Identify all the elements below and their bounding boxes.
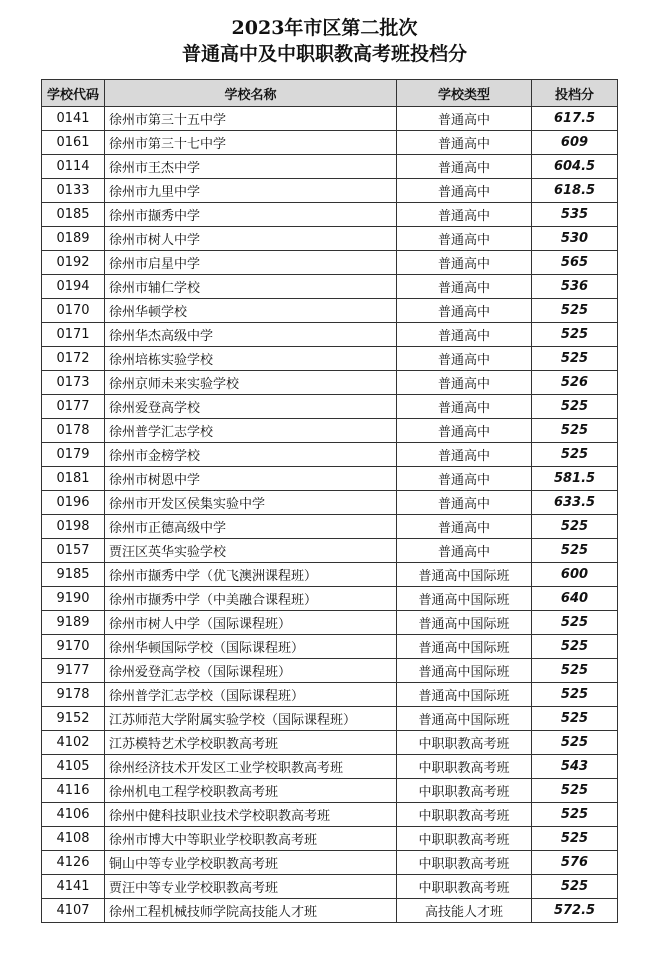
school-type-cell: 中职职教高考班: [397, 755, 532, 779]
table-row: [42, 803, 618, 827]
table-row: [42, 419, 618, 443]
table-header-row: [42, 80, 618, 107]
school-name-cell: 徐州华杰高级中学: [105, 323, 397, 347]
school-type-cell: 普通高中国际班: [397, 611, 532, 635]
table-row: [42, 227, 618, 251]
school-code-cell: 0179: [42, 443, 105, 467]
school-code-cell: 0189: [42, 227, 105, 251]
school-name-cell: 徐州京师未来实验学校: [105, 371, 397, 395]
school-code-cell: 4116: [42, 779, 105, 803]
school-code-cell: 0178: [42, 419, 105, 443]
score-cell: 565: [532, 251, 618, 275]
school-code-cell: 0171: [42, 323, 105, 347]
school-name-cell: 徐州市博大中等职业学校职教高考班: [105, 827, 397, 851]
score-cell: 525: [532, 299, 618, 323]
score-cell: 535: [532, 203, 618, 227]
score-cell: 525: [532, 611, 618, 635]
school-name-cell: 徐州市撷秀中学（中美融合课程班）: [105, 587, 397, 611]
admission-score-table: [41, 79, 618, 923]
school-code-cell: 4105: [42, 755, 105, 779]
score-cell: 525: [532, 539, 618, 563]
school-name-cell: 徐州市第三十五中学: [105, 107, 397, 131]
school-name-cell: 徐州市撷秀中学: [105, 203, 397, 227]
score-cell: 609: [532, 131, 618, 155]
school-name-cell: 徐州机电工程学校职教高考班: [105, 779, 397, 803]
school-code-cell: 0157: [42, 539, 105, 563]
table-row: [42, 347, 618, 371]
school-type-cell: 普通高中国际班: [397, 707, 532, 731]
score-cell: 525: [532, 683, 618, 707]
table-row: [42, 587, 618, 611]
school-type-cell: 普通高中: [397, 251, 532, 275]
school-name-cell: 江苏模特艺术学校职教高考班: [105, 731, 397, 755]
score-cell: 600: [532, 563, 618, 587]
school-name-cell: 徐州工程机械技师学院高技能人才班: [105, 899, 397, 923]
school-code-cell: 0172: [42, 347, 105, 371]
table-row: [42, 731, 618, 755]
school-name-cell: 贾汪区英华实验学校: [105, 539, 397, 563]
score-cell: 633.5: [532, 491, 618, 515]
school-code-cell: 4102: [42, 731, 105, 755]
school-name-cell: 徐州培栋实验学校: [105, 347, 397, 371]
table-row: [42, 515, 618, 539]
school-name-cell: 铜山中等专业学校职教高考班: [105, 851, 397, 875]
table-body: [42, 107, 618, 923]
score-cell: 525: [532, 779, 618, 803]
table-row: [42, 443, 618, 467]
score-cell: 617.5: [532, 107, 618, 131]
school-code-cell: 0192: [42, 251, 105, 275]
table-row: [42, 155, 618, 179]
table-row: [42, 707, 618, 731]
school-type-cell: 普通高中: [397, 371, 532, 395]
school-type-cell: 普通高中: [397, 491, 532, 515]
school-name-cell: 徐州普学汇志学校（国际课程班）: [105, 683, 397, 707]
school-name-cell: 徐州市启星中学: [105, 251, 397, 275]
table-row: [42, 755, 618, 779]
table-row: [42, 659, 618, 683]
school-name-cell: 徐州市开发区侯集实验中学: [105, 491, 397, 515]
school-code-cell: 4141: [42, 875, 105, 899]
table-row: [42, 635, 618, 659]
score-cell: 525: [532, 419, 618, 443]
school-code-cell: 9152: [42, 707, 105, 731]
school-type-cell: 普通高中: [397, 347, 532, 371]
school-code-cell: 0114: [42, 155, 105, 179]
school-type-cell: 高技能人才班: [397, 899, 532, 923]
school-name-cell: 徐州市王杰中学: [105, 155, 397, 179]
school-code-cell: 0161: [42, 131, 105, 155]
school-name-cell: 徐州市辅仁学校: [105, 275, 397, 299]
table-row: [42, 611, 618, 635]
school-type-cell: 普通高中: [397, 539, 532, 563]
school-name-cell: 徐州普学汇志学校: [105, 419, 397, 443]
document-title-line2: 普通高中及中职职教高考班投档分: [181, 43, 467, 65]
table-row: [42, 563, 618, 587]
school-type-cell: 普通高中: [397, 395, 532, 419]
school-code-cell: 0133: [42, 179, 105, 203]
table-row: [42, 875, 618, 899]
table-row: [42, 491, 618, 515]
school-type-cell: 普通高中: [397, 443, 532, 467]
school-type-cell: 普通高中: [397, 107, 532, 131]
school-code-cell: 0181: [42, 467, 105, 491]
table-row: [42, 323, 618, 347]
document-title-line1: 2023年市区第二批次: [231, 17, 418, 39]
score-cell: 530: [532, 227, 618, 251]
school-code-cell: 9189: [42, 611, 105, 635]
school-type-cell: 普通高中: [397, 299, 532, 323]
school-name-cell: 徐州市正德高级中学: [105, 515, 397, 539]
school-code-cell: 9185: [42, 563, 105, 587]
score-cell: 572.5: [532, 899, 618, 923]
score-cell: 576: [532, 851, 618, 875]
school-name-cell: 徐州市撷秀中学（优飞澳洲课程班）: [105, 563, 397, 587]
score-cell: 525: [532, 347, 618, 371]
header-score: 投档分: [532, 80, 618, 107]
school-code-cell: 9177: [42, 659, 105, 683]
score-cell: 525: [532, 323, 618, 347]
table-row: [42, 131, 618, 155]
school-code-cell: 4107: [42, 899, 105, 923]
school-code-cell: 9190: [42, 587, 105, 611]
school-type-cell: 普通高中: [397, 203, 532, 227]
score-cell: 525: [532, 515, 618, 539]
table-row: [42, 899, 618, 923]
score-cell: 536: [532, 275, 618, 299]
school-name-cell: 徐州市树恩中学: [105, 467, 397, 491]
school-code-cell: 0185: [42, 203, 105, 227]
school-name-cell: 贾汪中等专业学校职教高考班: [105, 875, 397, 899]
school-type-cell: 中职职教高考班: [397, 851, 532, 875]
school-type-cell: 中职职教高考班: [397, 875, 532, 899]
school-type-cell: 中职职教高考班: [397, 731, 532, 755]
school-type-cell: 普通高中: [397, 155, 532, 179]
school-code-cell: 0141: [42, 107, 105, 131]
school-name-cell: 徐州市九里中学: [105, 179, 397, 203]
table-row: [42, 539, 618, 563]
table-row: [42, 107, 618, 131]
school-type-cell: 普通高中: [397, 323, 532, 347]
score-cell: 525: [532, 395, 618, 419]
school-name-cell: 徐州经济技术开发区工业学校职教高考班: [105, 755, 397, 779]
school-type-cell: 普通高中国际班: [397, 635, 532, 659]
school-code-cell: 9170: [42, 635, 105, 659]
school-type-cell: 普通高中国际班: [397, 587, 532, 611]
table-row: [42, 203, 618, 227]
table-row: [42, 179, 618, 203]
score-cell: 525: [532, 443, 618, 467]
school-name-cell: 徐州爱登高学校: [105, 395, 397, 419]
table-row: [42, 371, 618, 395]
table-row: [42, 395, 618, 419]
score-cell: 581.5: [532, 467, 618, 491]
table-row: [42, 779, 618, 803]
school-type-cell: 普通高中: [397, 467, 532, 491]
school-name-cell: 徐州市第三十七中学: [105, 131, 397, 155]
school-name-cell: 徐州爱登高学校（国际课程班）: [105, 659, 397, 683]
school-type-cell: 普通高中: [397, 275, 532, 299]
school-type-cell: 中职职教高考班: [397, 779, 532, 803]
score-cell: 525: [532, 803, 618, 827]
school-type-cell: 普通高中: [397, 179, 532, 203]
school-code-cell: 9178: [42, 683, 105, 707]
school-type-cell: 中职职教高考班: [397, 803, 532, 827]
school-name-cell: 徐州华顿国际学校（国际课程班）: [105, 635, 397, 659]
score-cell: 525: [532, 875, 618, 899]
school-type-cell: 普通高中: [397, 419, 532, 443]
school-type-cell: 普通高中国际班: [397, 659, 532, 683]
table-row: [42, 251, 618, 275]
header-school-name: 学校名称: [105, 80, 397, 107]
school-type-cell: 中职职教高考班: [397, 827, 532, 851]
score-cell: 640: [532, 587, 618, 611]
score-cell: 618.5: [532, 179, 618, 203]
table-row: [42, 683, 618, 707]
school-code-cell: 4108: [42, 827, 105, 851]
school-type-cell: 普通高中: [397, 131, 532, 155]
score-cell: 543: [532, 755, 618, 779]
school-code-cell: 0173: [42, 371, 105, 395]
school-code-cell: 4106: [42, 803, 105, 827]
school-type-cell: 普通高中: [397, 227, 532, 251]
school-name-cell: 徐州中健科技职业技术学校职教高考班: [105, 803, 397, 827]
score-cell: 525: [532, 827, 618, 851]
table-row: [42, 851, 618, 875]
school-code-cell: 0196: [42, 491, 105, 515]
score-cell: 604.5: [532, 155, 618, 179]
school-code-cell: 0170: [42, 299, 105, 323]
school-code-cell: 4126: [42, 851, 105, 875]
score-cell: 526: [532, 371, 618, 395]
school-type-cell: 普通高中国际班: [397, 683, 532, 707]
header-school-code: 学校代码: [42, 80, 105, 107]
score-cell: 525: [532, 707, 618, 731]
table-row: [42, 275, 618, 299]
school-name-cell: 徐州华顿学校: [105, 299, 397, 323]
school-code-cell: 0177: [42, 395, 105, 419]
school-name-cell: 徐州市金榜学校: [105, 443, 397, 467]
header-school-type: 学校类型: [397, 80, 532, 107]
table-row: [42, 467, 618, 491]
school-name-cell: 徐州市树人中学: [105, 227, 397, 251]
school-type-cell: 普通高中国际班: [397, 563, 532, 587]
score-cell: 525: [532, 635, 618, 659]
school-name-cell: 徐州市树人中学（国际课程班）: [105, 611, 397, 635]
table-row: [42, 299, 618, 323]
score-cell: 525: [532, 731, 618, 755]
school-type-cell: 普通高中: [397, 515, 532, 539]
school-code-cell: 0198: [42, 515, 105, 539]
score-cell: 525: [532, 659, 618, 683]
school-name-cell: 江苏师范大学附属实验学校（国际课程班）: [105, 707, 397, 731]
table-row: [42, 827, 618, 851]
school-code-cell: 0194: [42, 275, 105, 299]
